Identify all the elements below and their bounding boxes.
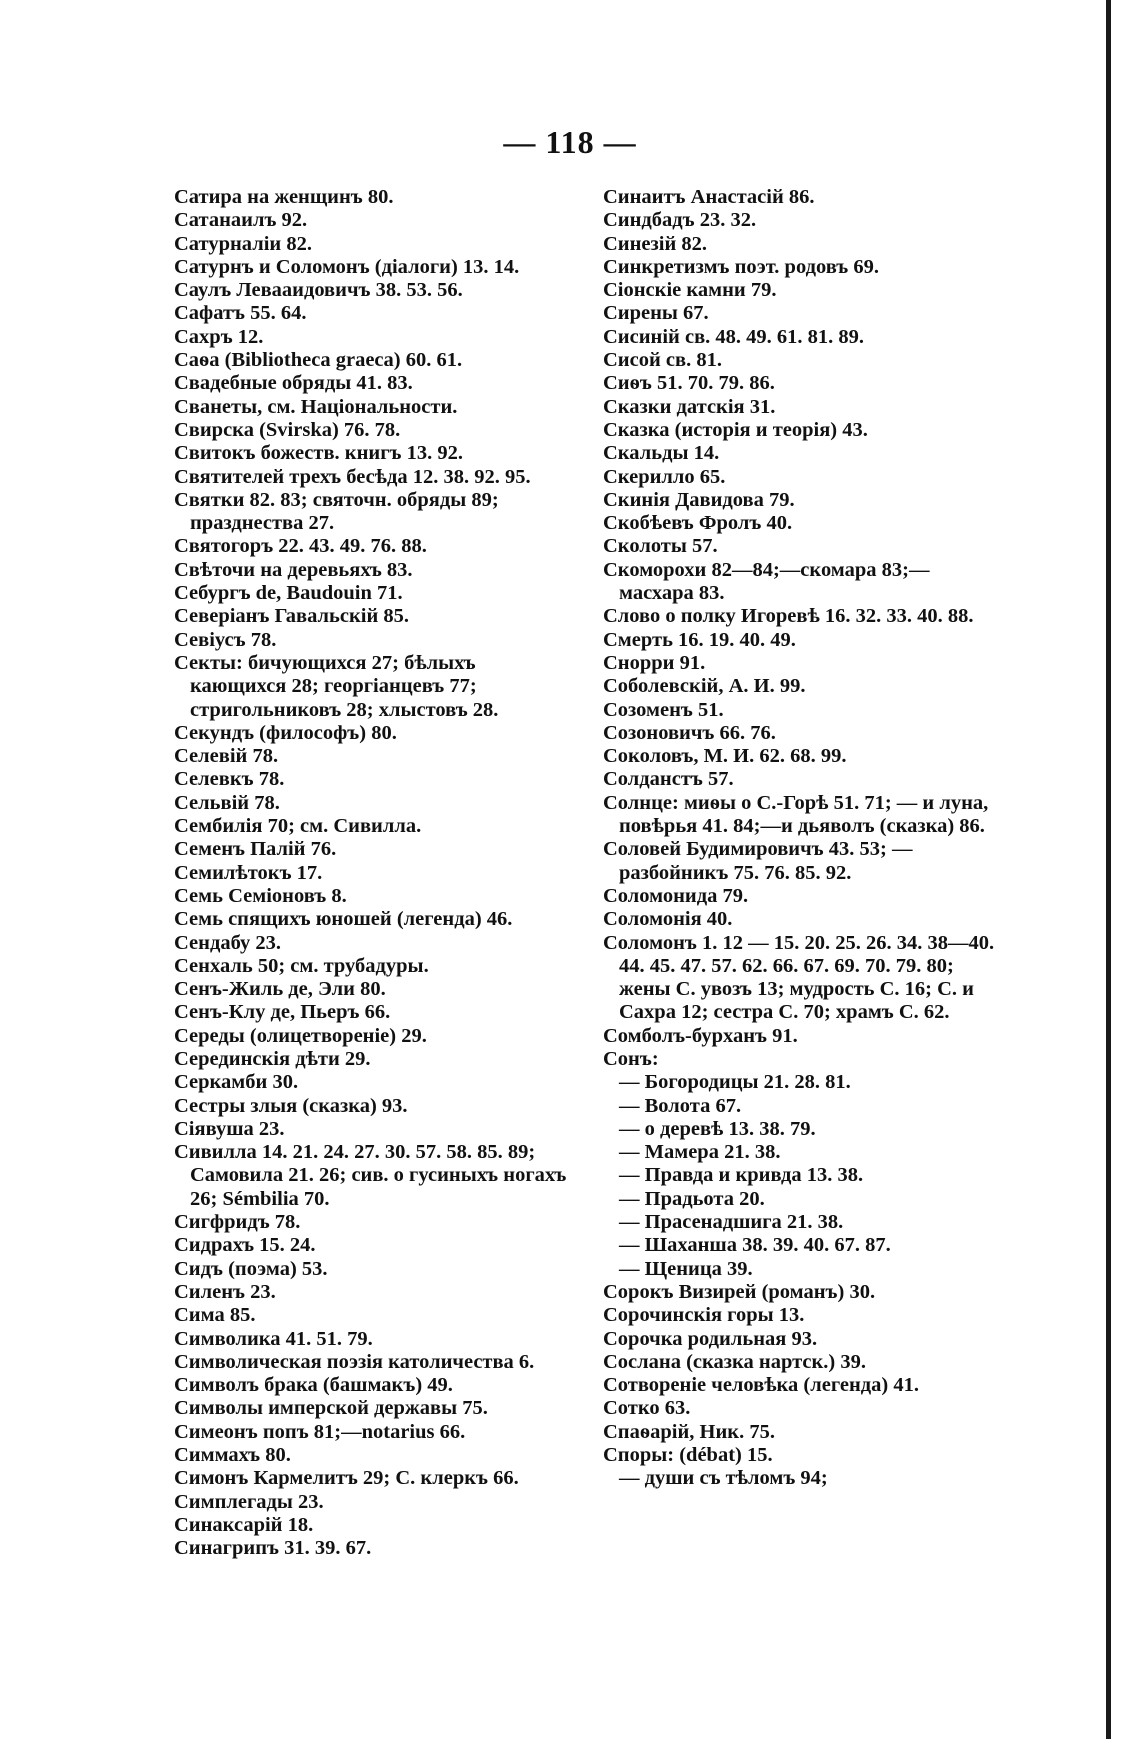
index-entry: Солнце: миѳы о С.-Горѣ 51. 71; — и луна, повѣрья 41. 84;—и дьяволъ (сказка) 86. [603,791,989,838]
index-entry: — Богородицы 21. 28. 81. [619,1071,851,1094]
index-entry: Сельвій 78. [174,791,280,814]
index-entry: Серединскія дѣти 29. [174,1047,371,1070]
index-entry: Сослана (сказка нартск.) 39. [603,1350,867,1373]
index-entry: Солданстъ 57. [603,768,734,791]
index-entry: — души съ тѣломъ 94; [619,1467,828,1490]
index-entry: Соболевскій, А. И. 99. [603,675,806,698]
index-entry: Слово о полку Игоревѣ 16. 32. 33. 40. 88. [603,605,974,628]
index-entry: — Правда и кривда 13. 38. [619,1164,864,1187]
index-entry: Святогоръ 22. 43. 49. 76. 88. [174,535,427,558]
index-entry: Созоновичъ 66. 76. [603,721,776,744]
index-entry: Свитокъ божеств. книгъ 13. 92. [174,442,463,465]
index-entry: — Щеница 39. [619,1257,753,1280]
index-entry: Сказки датскія 31. [603,395,776,418]
index-entry: Себургъ de, Baudouin 71. [174,582,403,605]
index-entry: Силенъ 23. [174,1280,276,1303]
index-entry: Сестры злыя (сказка) 93. [174,1094,408,1117]
index-entry: Сидрахъ 15. 24. [174,1234,316,1257]
index-entry: Сивилла 14. 21. 24. 27. 30. 57. 58. 85. 89; Самовила 21. 26; сив. о гусиныхъ ногахъ 26; Sémbilia 70. [174,1141,567,1210]
index-entry: Селевкъ 78. [174,768,285,791]
index-entry: Символика 41. 51. 79. [174,1327,373,1350]
index-entry: Сванеты, см. Національности. [174,395,458,418]
index-column-right [603,186,1003,1491]
index-entry: Северіанъ Гавальскій 85. [174,605,410,628]
index-entry: Сомболъ-бурханъ 91. [603,1024,798,1047]
index-entry: Селевій 78. [174,745,279,768]
index-entry: Споры: (débat) 15. [603,1444,773,1467]
index-entry: Смерть 16. 19. 40. 49. [603,628,796,651]
index-entry: Симеонъ попъ 81;—notarius 66. [174,1420,466,1443]
index-entry: Скальды 14. [603,442,720,465]
index-entry: Скинія Давидова 79. [603,488,795,511]
index-entry: Сотвореніе человѣка (легенда) 41. [603,1374,919,1397]
index-entry: Сисой св. 81. [603,349,722,372]
index-entry: Соколовъ, М. И. 62. 68. 99. [603,745,847,768]
index-entry: Сенъ-Клу де, Пьеръ 66. [174,1001,391,1024]
index-entry: — Волота 67. [619,1094,742,1117]
index-entry: Сембилія 70; см. Сивилла. [174,815,422,838]
index-entry: Сисиній св. 48. 49. 61. 81. 89. [603,325,865,348]
index-entry: Сотко 63. [603,1397,691,1420]
index-entry: — Шаханша 38. 39. 40. 67. 87. [619,1234,891,1257]
index-entry: Сатурналіи 82. [174,232,312,255]
index-entry: Сонъ: [603,1047,659,1070]
index-entry: Синезій 82. [603,232,708,255]
index-entry: Семь Семіоновъ 8. [174,884,347,907]
index-entry: Сендабу 23. [174,931,282,954]
index-entry: Симмахъ 80. [174,1444,291,1467]
index-entry: Синаксарій 18. [174,1513,314,1536]
index-entry: Сорокъ Визирей (романъ) 30. [603,1280,876,1303]
index-entry: Свѣточи на деревьяхъ 83. [174,558,413,581]
index-entry: Святителей трехъ бесѣда 12. 38. 92. 95. [174,465,531,488]
index-entry: Сіявуша 23. [174,1117,285,1140]
index-entry: Соломонъ 1. 12 — 15. 20. 25. 26. 34. 38—40. 44. 45. 47. 57. 62. 66. 67. 69. 70. 79. 80; жены С. увозъ 13; мудрость С. 16; С. и Сахра 12; сестра С. 70; храмъ С. 62. [603,931,995,1024]
index-entry: Сатира на женщинъ 80. [174,186,394,208]
index-entry: Симонъ Кармелитъ 29; С. клеркъ 66. [174,1467,519,1490]
index-entry: Соломонія 40. [603,908,733,931]
index-entry: Синкретизмъ поэт. родовъ 69. [603,255,879,278]
index-entry: — Мамера 21. 38. [619,1141,781,1164]
index-entry: Середы (олицетвореніе) 29. [174,1024,427,1047]
index-entry: Соломонида 79. [603,884,749,907]
index-entry: Сатурнъ и Соломонъ (діалоги) 13. 14. [174,255,520,278]
page-edge-line [1106,0,1111,1739]
index-entry: Сафатъ 55. 64. [174,302,307,325]
index-entry: Синаитъ Анастасій 86. [603,186,815,208]
index-entry: Синдбадъ 23. 32. [603,209,757,232]
index-entry: Синагрипъ 31. 39. 67. [174,1537,372,1560]
index-entry: Сатанаилъ 92. [174,209,308,232]
index-column-left [174,186,574,1561]
index-entry: Саѳа (Bibliotheca graeca) 60. 61. [174,349,463,372]
index-entry: Сказка (исторія и теорія) 43. [603,418,868,441]
index-entry: Сенхаль 50; см. трубадуры. [174,954,429,977]
index-entry: Семенъ Палій 76. [174,838,337,861]
index-entry: Сиѳъ 51. 70. 79. 86. [603,372,775,395]
index-entry: Серкамби 30. [174,1071,299,1094]
index-entry: Сенъ-Жиль де, Эли 80. [174,978,386,1001]
index-entry: — Прадьота 20. [619,1187,765,1210]
index-entry: Сахръ 12. [174,325,264,348]
index-entry: — Прасенадшига 21. 38. [619,1211,844,1234]
index-entry: Сидъ (поэма) 53. [174,1257,328,1280]
index-entry: Сколоты 57. [603,535,718,558]
index-entry: Снорри 91. [603,651,706,674]
index-entry: Соловей Будимировичъ 43. 53; — разбойникъ 75. 76. 85. 92. [603,838,913,884]
index-entry: Секты: бичующихся 27; бѣлыхъ кающихся 28; георгіанцевъ 77; стригольниковъ 28; хлыстовъ 28. [174,651,499,721]
index-entry: Сіонскіе камни 79. [603,279,777,302]
index-entry: Символическая поэзія католичества 6. [174,1350,535,1373]
index-entry: Сирены 67. [603,302,709,325]
index-entry: Сорочка родильная 93. [603,1327,818,1350]
index-entry: Свадебные обряды 41. 83. [174,372,413,395]
index-entry: Скобѣевъ Фролъ 40. [603,512,793,535]
index-entry: Секундъ (философъ) 80. [174,721,397,744]
index-entry: Спаѳарій, Ник. 75. [603,1420,775,1443]
index-entry: Созоменъ 51. [603,698,724,721]
page-number: — 118 — [503,124,637,160]
index-entry: Саулъ Левааидовичъ 38. 53. 56. [174,279,463,302]
index-entry: Святки 82. 83; святочн. обряды 89; празднества 27. [174,488,499,535]
index-entry: Семилѣтокъ 17. [174,861,323,884]
index-entry: Сорочинскія горы 13. [603,1304,805,1327]
index-entry: Сигфридъ 78. [174,1211,301,1234]
index-entry: Свирска (Svirska) 76. 78. [174,418,401,441]
index-entry: Сима 85. [174,1304,256,1327]
index-entry: Севіусъ 78. [174,628,277,651]
index-entry: Скоморохи 82—84;—скомара 83;—масхара 83. [603,558,930,605]
index-entry: — о деревѣ 13. 38. 79. [619,1117,816,1140]
index-entry: Семь спящихъ юношей (легенда) 46. [174,908,513,931]
index-entry: Символы имперской державы 75. [174,1397,488,1420]
index-entry: Скерилло 65. [603,465,726,488]
index-entry: Символъ брака (башмакъ) 49. [174,1374,453,1397]
index-entry: Симплегады 23. [174,1490,324,1513]
